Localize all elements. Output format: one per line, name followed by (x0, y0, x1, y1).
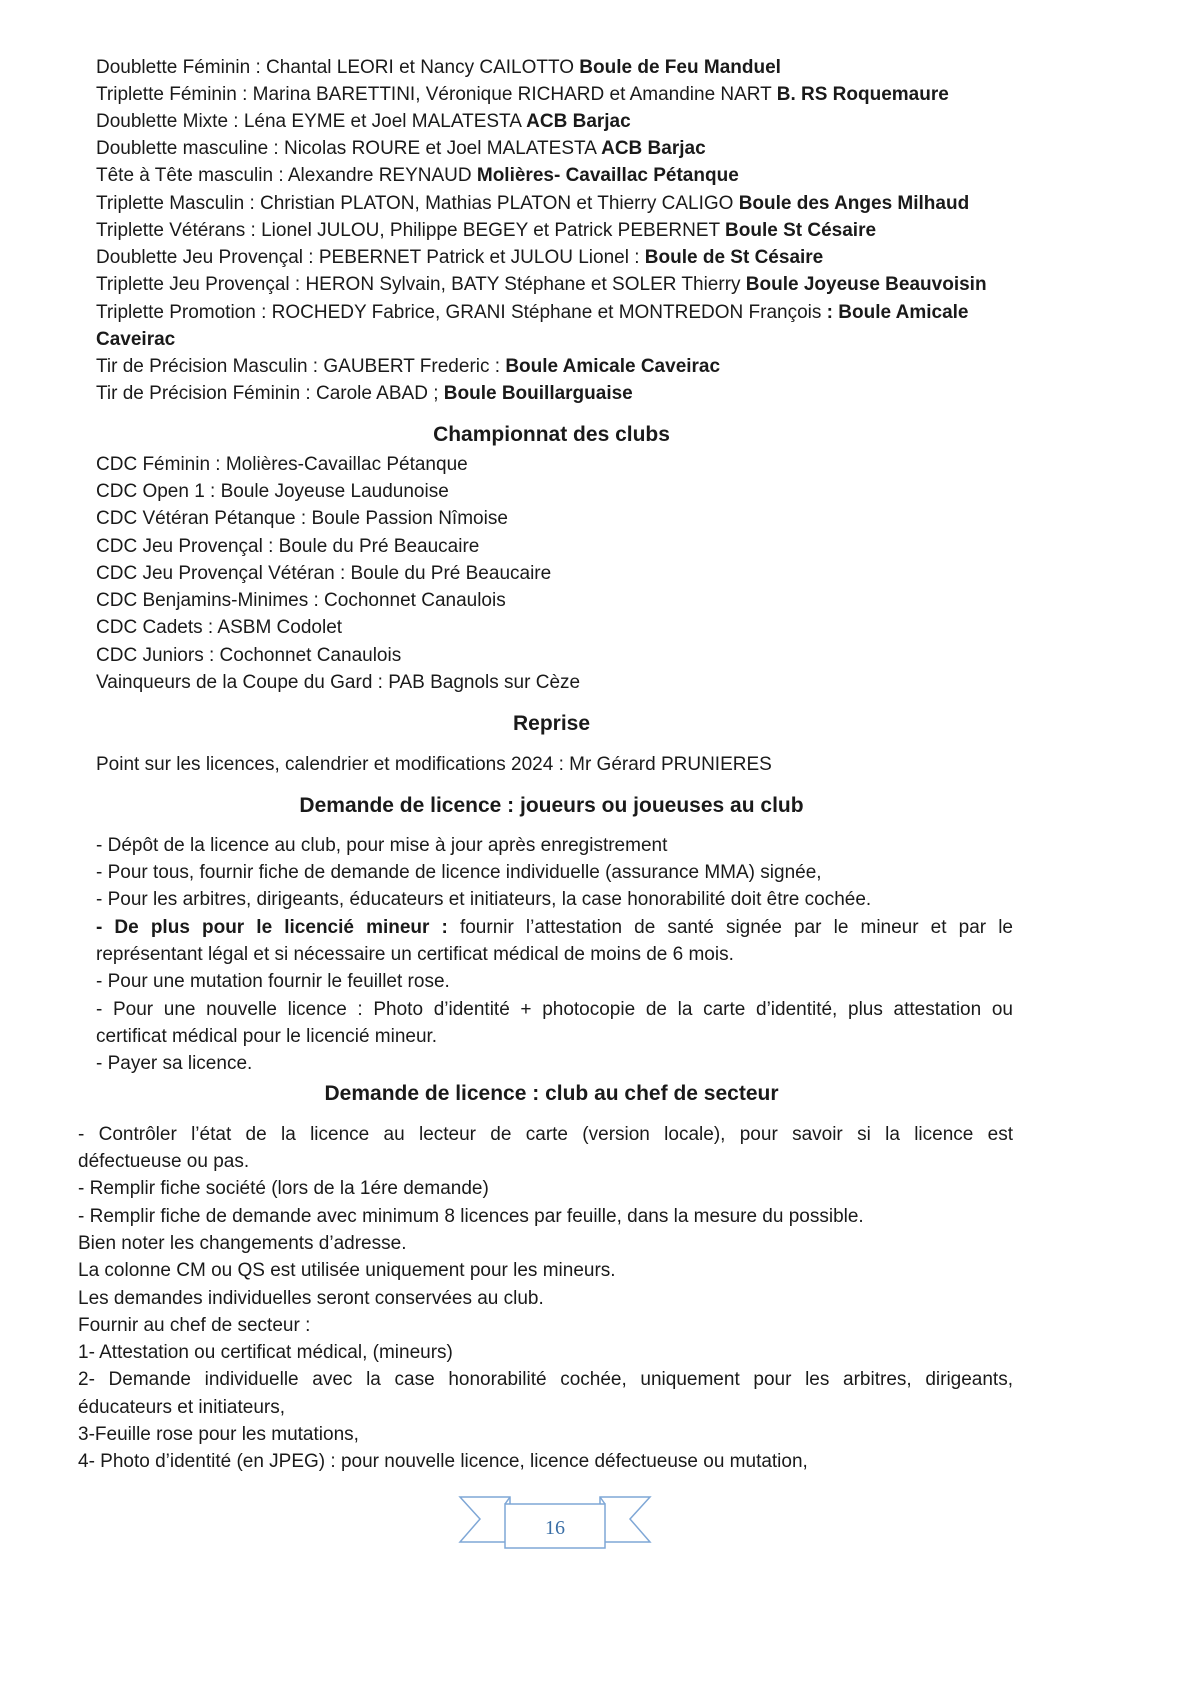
joueurs-line: représentant légal et si nécessaire un certificat médical de moins de 6 mois. (96, 944, 734, 965)
chef-line: Les demandes individuelles seront conservées au club. (78, 1288, 544, 1309)
chef-line: Fournir au chef de secteur : (78, 1315, 311, 1336)
reprise-text: Point sur les licences, calendrier et modifications 2024 : Mr Gérard PRUNIERES (96, 754, 772, 775)
joueurs-line: - Pour les arbitres, dirigeants, éducateurs et initiateurs, la case honorabilité doit être cochée. (96, 889, 872, 910)
result-line: Tir de Précision Féminin : Carole ABAD ; Boule Bouillarguaise (96, 383, 633, 404)
chef-line: - Remplir fiche de demande avec minimum 8 licences par feuille, dans la mesure du possible. (78, 1206, 864, 1227)
club-champion-item: CDC Jeu Provençal : Boule du Pré Beaucaire (96, 536, 480, 557)
result-line: Triplette Féminin : Marina BARETTINI, Véronique RICHARD et Amandine NART B. RS Roquemaure (96, 84, 949, 105)
club-champion-item: Vainqueurs de la Coupe du Gard : PAB Bagnols sur Cèze (96, 672, 581, 693)
joueurs-line: - Pour une nouvelle licence : Photo d’identité + photocopie de la carte d’identité, plus attestation ou (96, 999, 1013, 1020)
joueurs-line: - Dépôt de la licence au club, pour mise à jour après enregistrement (96, 835, 668, 856)
result-line: Triplette Promotion : ROCHEDY Fabrice, GRANI Stéphane et MONTREDON François : Boule Amicale (96, 302, 969, 323)
page-number: 16 (545, 1517, 565, 1539)
section-heading-chef: Demande de licence : club au chef de secteur (324, 1082, 779, 1105)
chef-line: 4- Photo d’identité (en JPEG) : pour nouvelle licence, licence défectueuse ou mutation, (78, 1451, 808, 1472)
club-champion-item: CDC Benjamins-Minimes : Cochonnet Canaulois (96, 590, 506, 611)
section-heading-clubs: Championnat des clubs (433, 423, 670, 446)
result-line: Doublette Mixte : Léna EYME et Joel MALATESTA ACB Barjac (96, 111, 631, 132)
joueurs-line-minor: - De plus pour le licencié mineur : fournir l’attestation de santé signée par le mineur et par le (96, 917, 1013, 938)
club-champion-item: CDC Cadets : ASBM Codolet (96, 617, 343, 638)
club-champion-item: CDC Open 1 : Boule Joyeuse Laudunoise (96, 481, 449, 502)
club-champion-item: CDC Juniors : Cochonnet Canaulois (96, 645, 402, 666)
result-line: Doublette Féminin : Chantal LEORI et Nancy CAILOTTO Boule de Feu Manduel (96, 57, 781, 78)
chef-line: 3-Feuille rose pour les mutations, (78, 1424, 359, 1445)
result-line: Triplette Vétérans : Lionel JULOU, Philippe BEGEY et Patrick PEBERNET Boule St Césaire (96, 220, 877, 241)
chef-line: 2- Demande individuelle avec la case honorabilité cochée, uniquement pour les arbitres, dirigeants, (78, 1369, 1013, 1390)
chef-line: 1- Attestation ou certificat médical, (mineurs) (78, 1342, 453, 1363)
chef-line: - Remplir fiche société (lors de la 1ére demande) (78, 1178, 489, 1199)
result-line: Doublette masculine : Nicolas ROURE et Joel MALATESTA ACB Barjac (96, 138, 706, 159)
chef-line: - Contrôler l’état de la licence au lecteur de carte (version locale), pour savoir si la licence est (78, 1124, 1013, 1145)
result-line: Tête à Tête masculin : Alexandre REYNAUD Molières- Cavaillac Pétanque (96, 165, 739, 186)
club-champion-item: CDC Jeu Provençal Vétéran : Boule du Pré Beaucaire (96, 563, 552, 584)
club-champion-item: CDC Féminin : Molières-Cavaillac Pétanque (96, 454, 468, 475)
club-champion-item: CDC Vétéran Pétanque : Boule Passion Nîmoise (96, 508, 508, 529)
result-line: Caveirac (96, 329, 176, 350)
chef-line: éducateurs et initiateurs, (78, 1397, 286, 1418)
result-line: Tir de Précision Masculin : GAUBERT Frederic : Boule Amicale Caveirac (96, 356, 721, 377)
chef-line: Bien noter les changements d’adresse. (78, 1233, 407, 1254)
joueurs-line: - Payer sa licence. (96, 1053, 253, 1074)
chef-line: La colonne CM ou QS est utilisée uniquement pour les mineurs. (78, 1260, 616, 1281)
result-line: Triplette Jeu Provençal : HERON Sylvain, BATY Stéphane et SOLER Thierry Boule Joyeuse Beauvoisin (96, 274, 987, 295)
section-heading-joueurs: Demande de licence : joueurs ou joueuses au club (299, 794, 804, 817)
result-line: Triplette Masculin : Christian PLATON, Mathias PLATON et Thierry CALIGO Boule des Anges Milhaud (96, 193, 970, 214)
joueurs-line: - Pour une mutation fournir le feuillet rose. (96, 971, 450, 992)
joueurs-line: - Pour tous, fournir fiche de demande de licence individuelle (assurance MMA) signée, (96, 862, 822, 883)
section-heading-reprise: Reprise (512, 712, 591, 735)
joueurs-line: certificat médical pour le licencié mineur. (96, 1026, 438, 1047)
chef-line: défectueuse ou pas. (78, 1151, 250, 1172)
result-line: Doublette Jeu Provençal : PEBERNET Patrick et JULOU Lionel : Boule de St Césaire (96, 247, 824, 268)
